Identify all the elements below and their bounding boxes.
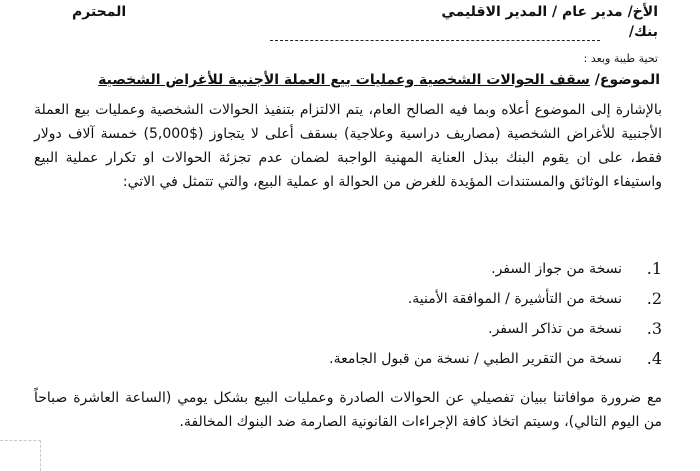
required-documents-list: [34, 254, 662, 374]
greeting-text: تحية طيبة وبعد :: [583, 52, 658, 65]
subject-label: الموضوع/: [594, 72, 660, 88]
list-item-number: 3.: [646, 319, 662, 338]
faint-stamp-corner: [0, 440, 41, 471]
list-item-text: نسخة من تذاكر السفر.: [488, 321, 622, 337]
subject-text: سقف الحوالات الشخصية وعمليات بيع العملة الأجنبية للأغراض الشخصية: [98, 72, 590, 88]
subject-line: [98, 72, 660, 88]
body-paragraph-1: بالإشارة إلى الموضوع أعلاه وبما فيه الصالح العام، يتم الالتزام بتنفيذ الحوالات الشخصية وعمليات بيع العملة الأجنبية للأغراض الشخصية (مصاريف دراسية وعلاجية) بسقف أعلى لا يتجاوز ($5,000) خمسة آلاف دولار فقط، على ان يقوم البنك ببذل العناية المهنية الواجبة لضمان عدم تجزئة الحوالات او تكرار عملية البيع واستيفاء الوثائق والمستندات المؤيدة للغرض من الحوالة او عملية البيع، والتي تتمثل في الاتي:: [34, 102, 662, 190]
list-item-text: نسخة من التقرير الطبي / نسخة من قبول الجامعة.: [329, 351, 622, 367]
addressee-line: الأخ/ مدير عام / المدير الاقليمي: [441, 4, 658, 20]
list-item: [34, 344, 662, 374]
list-item-number: 4.: [646, 349, 662, 368]
body-paragraph-2: مع ضرورة موافاتنا ببيان تفصيلي عن الحوالات الصادرة وعمليات البيع بشكل يومي (الساعة العاشرة صباحاً من اليوم التالي)، وسيتم اتخاذ كافة الإجراءات القانونية الصارمة ضد البنوك المخالفة.: [34, 390, 662, 430]
list-item: [34, 284, 662, 314]
list-item-number: 2.: [646, 289, 662, 308]
list-item-number: 1.: [646, 259, 662, 278]
list-item-text: نسخة من التأشيرة / الموافقة الأمنية.: [407, 291, 622, 307]
bank-fill-line: [270, 40, 600, 41]
list-item: [34, 254, 662, 284]
bank-label: بنك/: [628, 24, 658, 40]
list-item-text: نسخة من جواز السفر.: [491, 261, 622, 277]
list-item: [34, 314, 662, 344]
respect-salutation: المحترم: [72, 4, 127, 20]
